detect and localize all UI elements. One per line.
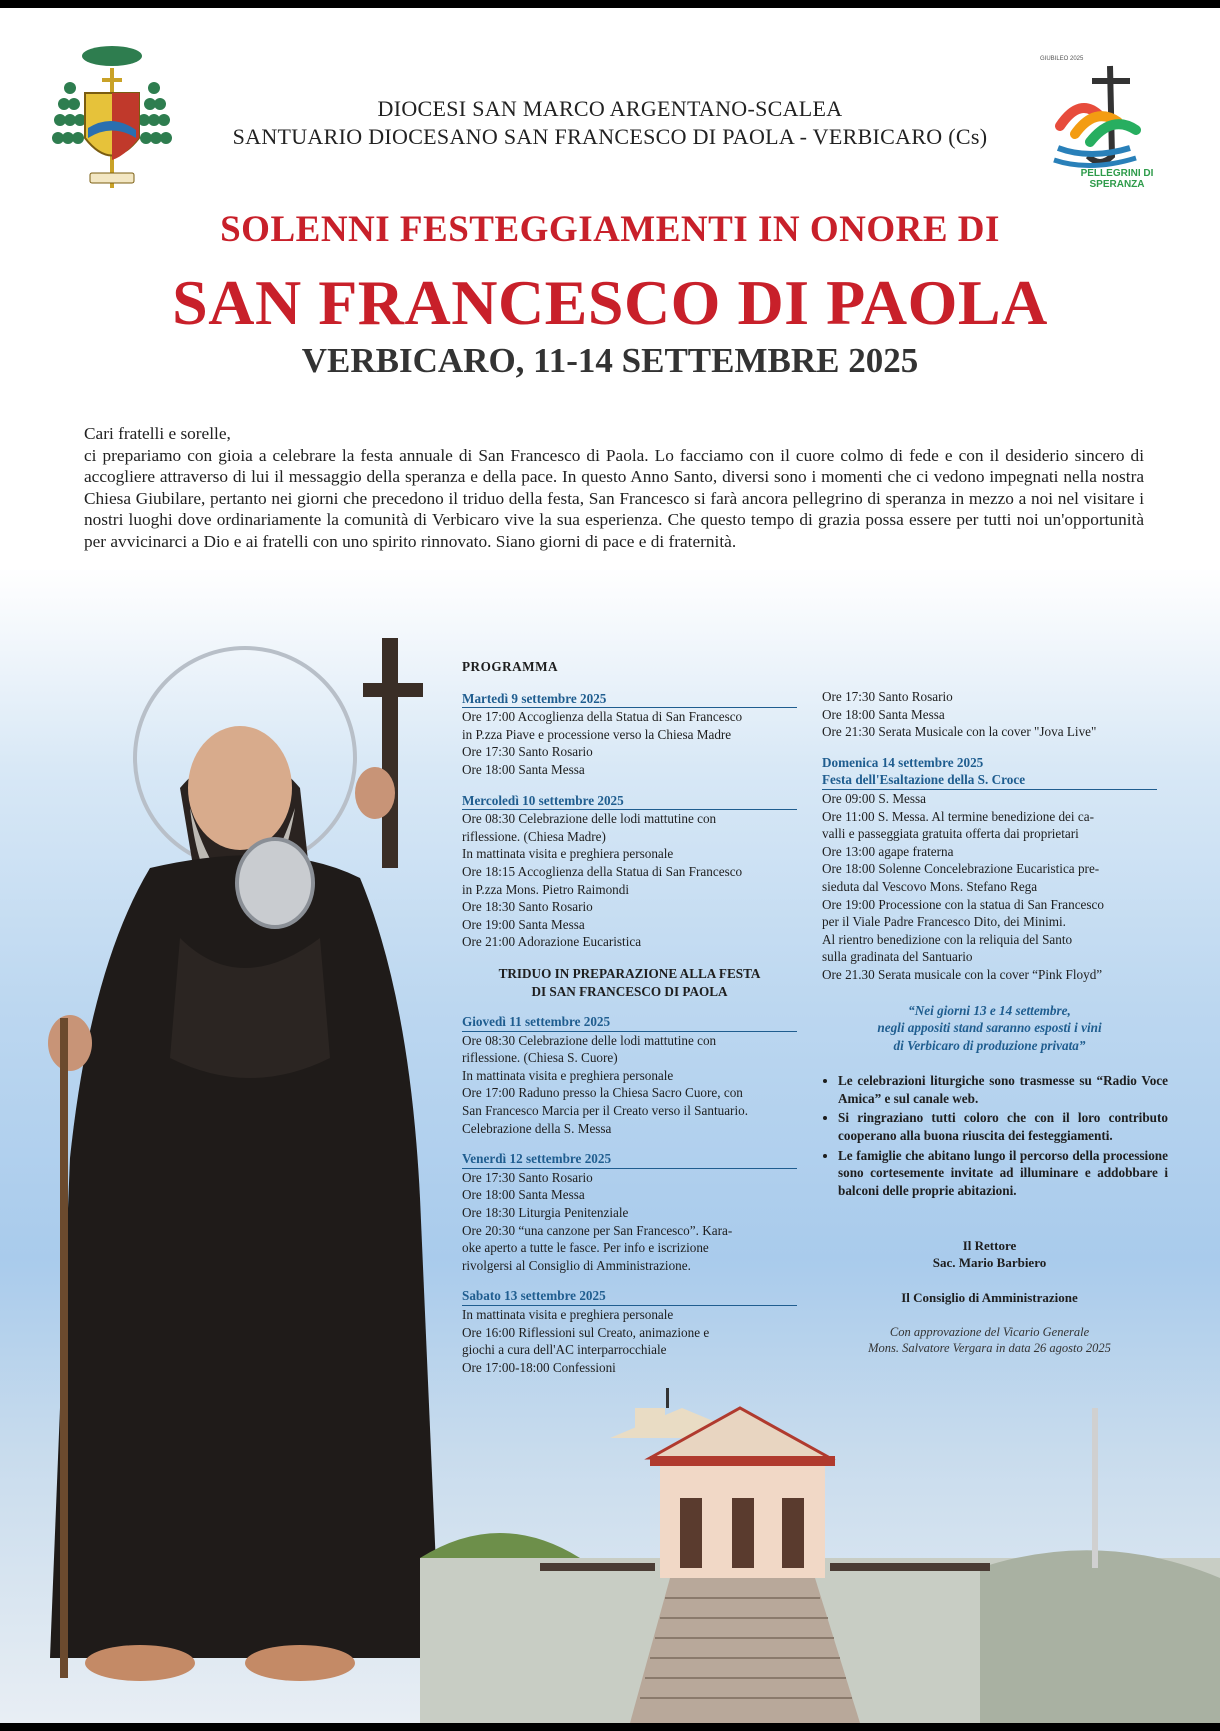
- diocese-name: DIOCESI SAN MARCO ARGENTANO-SCALEA: [377, 96, 843, 121]
- letter: [84, 423, 1144, 552]
- note-item: • Si ringraziano tutti coloro che con il loro contributo cooperano alla buona riuscita dei festeggiamenti.: [838, 1109, 1168, 1144]
- schedule-line: sulla gradinata del Santuario: [822, 949, 973, 965]
- bishop-coat-of-arms: [50, 38, 175, 198]
- schedule-line: Ore 17:30 Santo Rosario: [462, 744, 593, 760]
- day-subtitle: Festa dell'Esaltazione della S. Croce: [822, 771, 1157, 790]
- schedule-line: Ore 18:15 Accoglienza della Statua di San Francesco: [462, 863, 743, 879]
- jubilee-logo: [1040, 56, 1180, 188]
- approval-line-2: Mons. Salvatore Vergara in data 26 agosto 2025: [868, 1341, 1111, 1356]
- title-line-3: VERBICARO, 11-14 SETTEMBRE 2025: [301, 341, 919, 380]
- day-title: Domenica 14 settembre 2025: [822, 754, 984, 770]
- saint-statue-image: [30, 638, 460, 1723]
- schedule-line: Ore 17:00-18:00 Confessioni: [462, 1359, 616, 1375]
- letter-greeting: Cari fratelli e sorelle,: [84, 424, 231, 443]
- schedule-line: Ore 13:00 agape fraterna: [822, 843, 954, 859]
- notes-list: [822, 1072, 1168, 1199]
- schedule-line: In mattinata visita e preghiera personale: [462, 1067, 674, 1083]
- schedule-line: giochi a cura dell'AC interparrocchiale: [462, 1342, 667, 1358]
- schedule-line: In mattinata visita e preghiera personale: [462, 846, 674, 862]
- schedule-line: Ore 11:00 S. Messa. Al termine benedizione dei ca-: [822, 808, 1094, 824]
- jubilee-small-text: GIUBILEO 2025: [1040, 56, 1084, 62]
- sanctuary-name: SANTUARIO DIOCESANO SAN FRANCESCO DI PAOLA - VERBICARO (Cs): [232, 124, 988, 149]
- approval-line-1: Con approvazione del Vicario Generale: [889, 1325, 1090, 1340]
- schedule-line: Ore 18:30 Santo Rosario: [462, 899, 593, 915]
- schedule-line: in P.zza Mons. Pietro Raimondi: [462, 881, 630, 897]
- program-heading: PROGRAMMA: [462, 659, 559, 674]
- triduo-heading-2: DI SAN FRANCESCO DI PAOLA: [531, 983, 728, 999]
- schedule-line: Ore 18:00 Santa Messa: [462, 1187, 585, 1203]
- schedule-line: Ore 18:30 Liturgia Penitenziale: [462, 1205, 629, 1221]
- note-item: • Le celebrazioni liturgiche sono trasmesse su “Radio Voce Amica” e sul canale web.: [838, 1072, 1168, 1107]
- schedule-line: In mattinata visita e preghiera personale: [462, 1307, 674, 1322]
- schedule-line: Ore 18:00 Solenne Concelebrazione Eucaristica pre-: [822, 861, 1100, 877]
- schedule-line: Ore 20:30 “una canzone per San Francesco”. Kara-: [462, 1222, 733, 1238]
- program-right-column: [822, 688, 1168, 1356]
- schedule-line: Ore 21:00 Adorazione Eucaristica: [462, 934, 642, 950]
- schedule-line: Ore 17:30 Santo Rosario: [462, 1169, 593, 1185]
- triduo-heading-1: TRIDUO IN PREPARAZIONE ALLA FESTA: [498, 965, 761, 981]
- program-left-column: [462, 658, 802, 1376]
- schedule-line: Ore 08:30 Celebrazione delle lodi mattutine con: [462, 811, 717, 827]
- schedule-line: San Francesco Marcia per il Creato verso il Santuario.: [462, 1103, 749, 1119]
- jubilee-logo-text: PELLEGRINI DI SPERANZA: [1080, 168, 1154, 190]
- schedule-line: Ore 21:30 Serata Musicale con la cover "Jova Live": [822, 724, 1097, 740]
- schedule-line: in P.zza Piave e processione verso la Chiesa Madre: [462, 726, 732, 742]
- schedule-line: oke aperto a tutte le fasce. Per info e iscrizione: [462, 1240, 709, 1256]
- schedule-line: Ore 18:00 Santa Messa: [822, 706, 945, 722]
- title-line-1: SOLENNI FESTEGGIAMENTI IN ONORE DI: [220, 209, 1000, 250]
- schedule-line: sieduta dal Vescovo Mons. Stefano Rega: [822, 878, 1038, 894]
- schedule-line: Celebrazione della S. Messa: [462, 1120, 612, 1136]
- poster: [0, 8, 1220, 1723]
- rector-name: Sac. Mario Barbiero: [932, 1255, 1047, 1271]
- wine-quote-1: “Nei giorni 13 e 14 settembre,: [908, 1002, 1071, 1018]
- schedule-line: riflessione. (Chiesa S. Cuore): [462, 1050, 618, 1066]
- day-title: Venerdì 12 settembre 2025: [462, 1150, 797, 1169]
- title-line-2: SAN FRANCESCO DI PAOLA: [172, 267, 1048, 338]
- note-item: • Le famiglie che abitano lungo il percorso della processione sono cortesemente invitate ad illuminare e addobbare i balconi delle proprie abitazioni.: [838, 1147, 1168, 1200]
- schedule-line: Ore 17:00 Accoglienza della Statua di San Francesco: [462, 709, 743, 725]
- schedule-line: riflessione. (Chiesa Madre): [462, 828, 606, 844]
- schedule-line: Ore 16:00 Riflessioni sul Creato, animazione e: [462, 1324, 710, 1340]
- day-title: Sabato 13 settembre 2025: [462, 1287, 797, 1306]
- schedule-line: Ore 08:30 Celebrazione delle lodi mattutine con: [462, 1032, 717, 1048]
- schedule-line: Ore 19:00 Santa Messa: [462, 916, 585, 932]
- wine-quote-2: negli appositi stand saranno esposti i vini: [877, 1020, 1102, 1036]
- schedule-line: Ore 17:30 Santo Rosario: [822, 689, 953, 704]
- schedule-line: Ore 21.30 Serata musicale con la cover “Pink Floyd”: [822, 966, 1103, 982]
- letter-body: ci prepariamo con gioia a celebrare la festa annuale di San Francesco di Paola. Lo facciamo con il cuore colmo di fede e con il desiderio sincero di accogliere attraverso di lui il messaggio della speranza e della pace. In questo Anno Santo, diversi sono i momenti che ci vedono impegnati nella nostra Chiesa Giubilare, pertanto nei giorni che precedono il triduo della festa, San Francesco si farà ancora pellegrino di speranza in mezzo a noi nel visitare i nostri luoghi dove ordinariamente la comunità di Verbicaro vive la sua esperienza. Che questo tempo di grazia possa essere per tutti noi un'opportunità per avvicinarci a Dio e ai fratelli con uno spirito rinnovato. Siano giorni di pace e di fraternità.: [84, 445, 1144, 551]
- schedule-line: Ore 09:00 S. Messa: [822, 790, 927, 806]
- schedule-line: Ore 17:00 Raduno presso la Chiesa Sacro Cuore, con: [462, 1085, 743, 1101]
- council-signature: Il Consiglio di Amministrazione: [901, 1290, 1078, 1306]
- wine-quote-3: di Verbicaro di produzione privata”: [893, 1037, 1086, 1053]
- schedule-line: Al rientro benedizione con la reliquia del Santo: [822, 931, 1073, 947]
- rector-role: Il Rettore: [962, 1238, 1017, 1254]
- sanctuary-church-image: [420, 1388, 1220, 1723]
- day-title: Giovedì 11 settembre 2025: [462, 1013, 797, 1032]
- schedule-line: per il Viale Padre Francesco Dito, dei Minimi.: [822, 914, 1066, 930]
- day-title: Martedì 9 settembre 2025: [462, 690, 797, 709]
- schedule-line: Ore 19:00 Processione con la statua di San Francesco: [822, 896, 1104, 912]
- day-title: Mercoledì 10 settembre 2025: [462, 792, 797, 811]
- schedule-line: Ore 18:00 Santa Messa: [462, 761, 585, 777]
- schedule-line: rivolgersi al Consiglio di Amministrazione.: [462, 1257, 691, 1273]
- schedule-line: valli e passeggiata gratuita offerta dai proprietari: [822, 826, 1079, 842]
